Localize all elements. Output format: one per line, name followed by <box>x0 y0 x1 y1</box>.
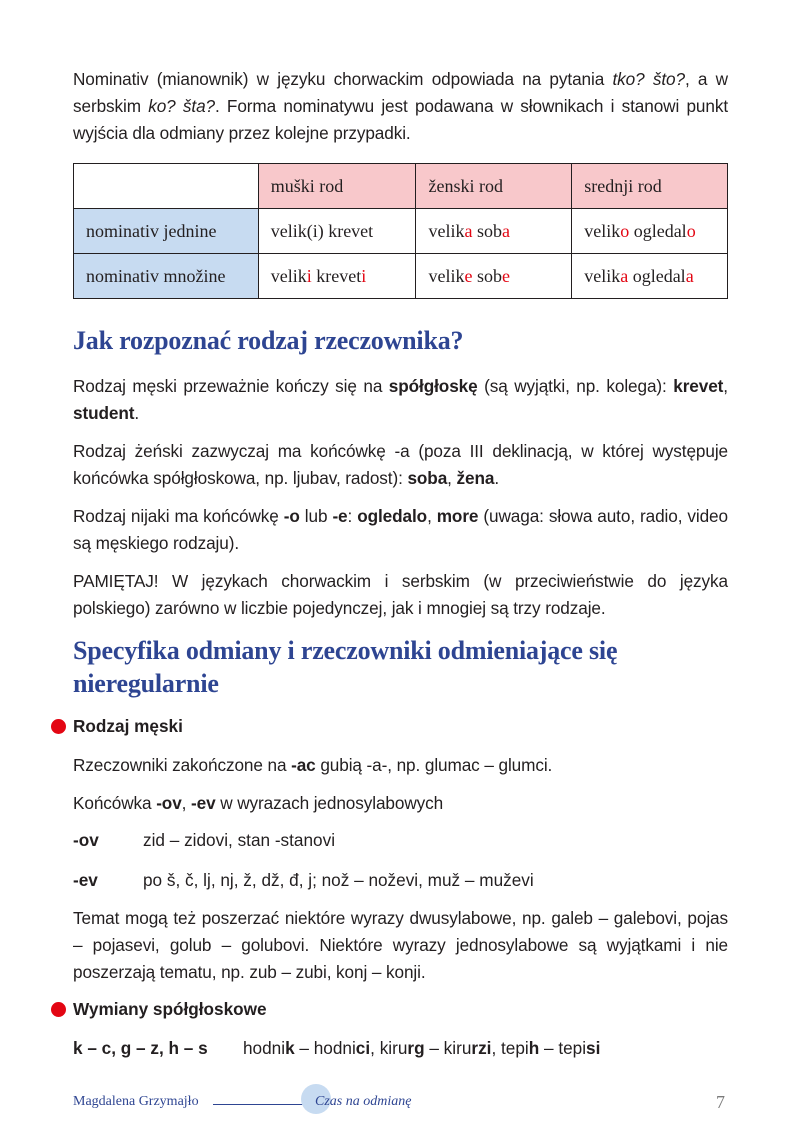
alternation-key: k – c, g – z, h – s <box>73 1038 208 1058</box>
table-row <box>74 209 728 254</box>
alternation-row <box>73 1038 600 1059</box>
red-bullet-icon <box>51 719 66 734</box>
cell-singular-feminine: velika soba <box>416 209 572 254</box>
ov-example-row <box>73 830 335 851</box>
row-label-plural: nominativ množine <box>74 254 259 299</box>
paragraph-feminine: Rodzaj żeński zazwyczaj ma końcówkę -a (poza III deklinacją, w której występuje końcówka spółgłoskowa, np. ljubav, radost): soba, žena. <box>73 441 728 488</box>
footer-book-title: Czas na odmianę <box>315 1094 412 1109</box>
section-heading-irregular: Specyfika odmiany i rzeczowniki odmieniające się nieregularnie <box>73 636 618 698</box>
row-label-singular: nominativ jednine <box>74 209 259 254</box>
cell-plural-masculine: veliki kreveti <box>258 254 416 299</box>
intro-text: . Forma nominatywu jest podawana w słownikach i stanowi punkt wyjścia dla odmiany przez kolejne przypadki. <box>73 96 728 143</box>
ev-key: -ev <box>73 870 98 890</box>
rule-ov-ev: Końcówka -ov, -ev w wyrazach jednosylabowych <box>73 793 444 813</box>
header-feminine: ženski rod <box>416 164 572 209</box>
cell-plural-neuter: velika ogledala <box>572 254 728 299</box>
bullet-consonant-alternation <box>51 999 267 1020</box>
bullet-masculine <box>51 716 183 737</box>
cell-singular-masculine: velik(i) krevet <box>258 209 416 254</box>
rule-ac: Rzeczowniki zakończone na -ac gubią -a-, np. glumac – glumci. <box>73 755 553 775</box>
section-heading-gender: Jak rozpoznać rodzaj rzeczownika? <box>73 326 464 355</box>
nominative-table <box>73 163 728 299</box>
intro-croatian-question: tko? što? <box>612 69 685 89</box>
table-corner-cell <box>74 164 259 209</box>
cell-plural-feminine: velike sobe <box>416 254 572 299</box>
header-masculine: muški rod <box>258 164 416 209</box>
intro-text: , a w serbskim <box>73 69 728 116</box>
ov-key: -ov <box>73 830 99 850</box>
alternation-examples: hodnik – hodnici, kirurg – kirurzi, tepih – tepisi <box>243 1038 601 1058</box>
bullet-label: Rodzaj męski <box>73 716 183 736</box>
paragraph-two-syllable: Temat mogą też poszerzać niektóre wyrazy dwusylabowe, np. galeb – galebovi, pojas – pojasevi, golub – golubovi. Niektóre wyrazy jednosylabowe są wyjątkami i nie poszerzają tematu, np. zub – zubi, konj – konji. <box>73 908 728 982</box>
ev-value: po š, č, lj, nj, ž, dž, đ, j; nož – noževi, muž – muževi <box>143 870 534 890</box>
page-number: 7 <box>716 1092 725 1112</box>
intro-text: Nominativ (mianownik) w języku chorwackim odpowiada na pytania <box>73 69 613 89</box>
table-header-row <box>74 164 728 209</box>
intro-paragraph <box>73 66 728 147</box>
paragraph-remember: PAMIĘTAJ! W językach chorwackim i serbskim (w przeciwieństwie do języka polskiego) zarówno w liczbie pojedynczej, jak i mnogiej są trzy rodzaje. <box>73 571 728 618</box>
footer-rule <box>213 1104 313 1105</box>
bullet-label: Wymiany spółgłoskowe <box>73 999 267 1019</box>
ov-value: zid – zidovi, stan -stanovi <box>143 830 336 850</box>
header-neuter: srednji rod <box>572 164 728 209</box>
intro-serbian-question: ko? šta? <box>148 96 215 116</box>
page-footer <box>0 1086 800 1126</box>
footer-author: Magdalena Grzymajło <box>73 1094 199 1109</box>
cell-singular-neuter: veliko ogledalo <box>572 209 728 254</box>
red-bullet-icon <box>51 1002 66 1017</box>
paragraph-masculine: Rodzaj męski przeważnie kończy się na spółgłoskę (są wyjątki, np. kolega): krevet, student. <box>73 376 728 423</box>
ev-example-row <box>73 870 534 891</box>
table-row <box>74 254 728 299</box>
paragraph-neuter: Rodzaj nijaki ma końcówkę -o lub -e: ogledalo, more (uwaga: słowa auto, radio, video są męskiego rodzaju). <box>73 506 728 553</box>
